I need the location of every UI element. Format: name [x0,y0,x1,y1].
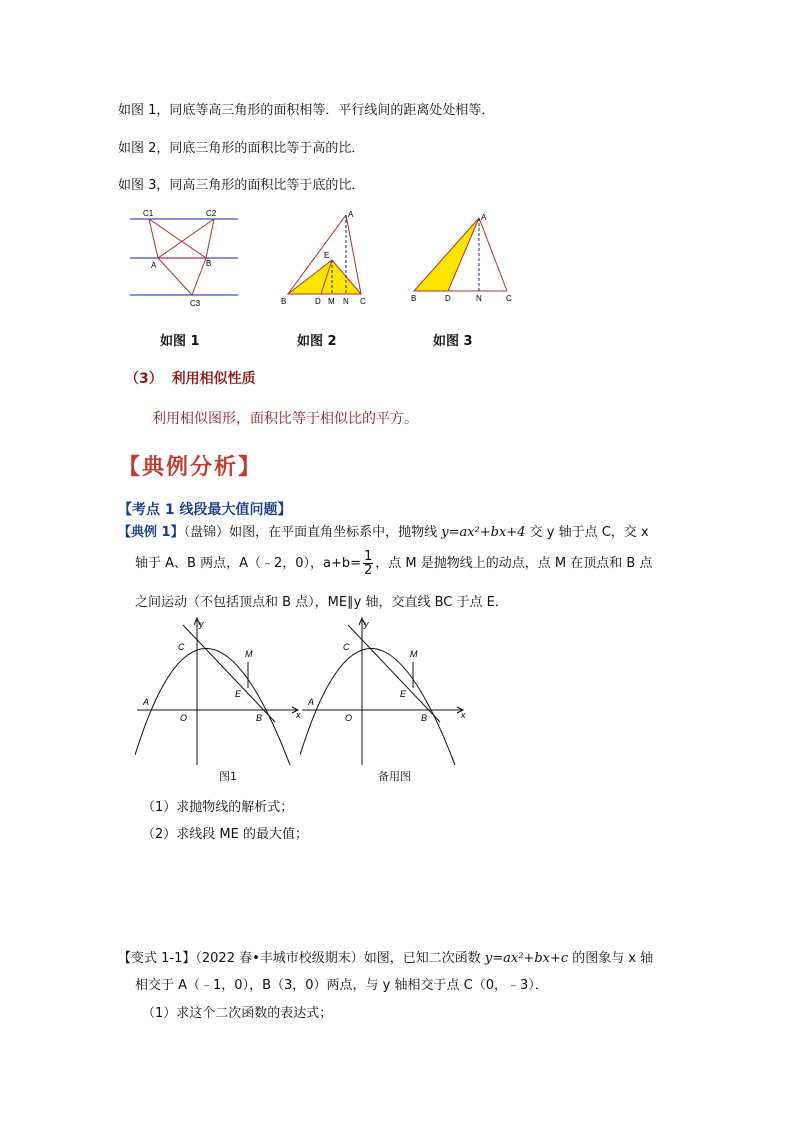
variant-line-1 [118,947,653,966]
graph-2-caption: 备用图 [378,770,411,783]
graph1-label-x: x [296,710,301,720]
analysis-title: 【典例分析】 [118,454,263,480]
fig3-label-n: N [476,294,482,303]
graph2-label-b: B [421,713,428,723]
example-1-question-2: （2）求线段 ME 的最大值； [142,827,308,842]
fig2-label-d: D [315,297,321,306]
fraction-numerator: 1 [364,549,373,564]
topic-1-heading: 【考点 1 线段最大值问题】 [118,502,292,518]
graph2-label-y: y [364,619,369,629]
section-3-text: 利用相似图形，面积比等于相似比的平方。 [152,411,418,427]
graph2-label-e: E [400,689,407,699]
example-1-text-1a: 如图，在平面直角坐标系中，抛物线 [229,525,442,540]
fig3-label-a: A [481,213,487,222]
graph1-label-e: E [235,689,242,699]
section-3-title: 利用相似性质 [171,371,256,387]
example-1-line-1 [118,521,649,540]
variant-source: （2022 春•丰城市校级期末） [195,951,364,966]
figure-3-caption: 如图 3 [433,334,473,349]
fig2-label-n: N [343,297,349,306]
intro-line-2: 如图 2，同底三角形的面积比等于高的比． [118,141,365,156]
figure-2-diagram [278,205,378,308]
fig2-label-e: E [324,251,330,260]
fig3-label-d: D [445,294,451,303]
example-1-prefix: 【典例 1】 [118,525,184,540]
section-3-heading [125,368,256,388]
parabola-graph-2 [300,615,475,765]
fig1-label-c2: C2 [206,209,217,218]
fraction-denominator: 2 [364,563,373,578]
variant-question-1: （1）求这个二次函数的表达式； [142,1006,333,1021]
fig3-label-c: C [506,294,512,303]
graph2-label-o: O [345,713,353,723]
variant-line-2: 相交于 A（﹣1，0），B（3，0）两点，与 y 轴相交于点 C（0，﹣3）． [135,978,548,993]
section-3-number: （3） [125,371,163,387]
fig1-label-b: B [206,259,212,268]
graph1-label-c: C [178,642,185,652]
fig2-label-m: M [328,297,335,306]
variant-prefix: 【变式 1-1】 [118,951,196,966]
fig1-label-c1: C1 [143,209,154,218]
fig1-label-c3: C3 [190,299,201,308]
graph2-label-a: A [308,697,315,707]
fig2-label-c: C [360,297,366,306]
variant-text-1b: 的图象与 x 轴 [568,951,654,966]
graph2-label-m: M [410,649,418,659]
example-1-line-2 [135,550,652,577]
fig2-label-a: A [348,210,354,219]
graph2-label-x: x [461,710,466,720]
figure-1-diagram [128,205,243,310]
parabola-graph-1 [135,615,310,765]
figure-3-diagram [405,205,520,308]
fraction-one-half [363,550,373,577]
graph1-label-m: M [245,649,253,659]
example-1-text-2b: ，点 M 是抛物线上的动点，点 M 在顶点和 B 点 [375,556,653,571]
variant-text-1a: 如图，已知二次函数 [363,951,485,966]
intro-line-3: 如图 3，同高三角形的面积比等于底的比． [118,178,365,193]
intro-line-1: 如图 1，同底等高三角形的面积相等．平行线间的距离处处相等． [118,103,495,118]
graph1-label-b: B [256,713,263,723]
graph2-label-c: C [343,642,350,652]
example-1-text-1b: 交 y 轴于点 C，交 x [525,525,649,540]
figure-2-caption: 如图 2 [297,334,337,349]
graph-1-caption: 图1 [219,770,237,783]
graph1-label-y: y [199,619,204,629]
fig1-label-a: A [151,261,157,270]
variant-formula: y=ax²+bx+c [484,951,569,966]
example-1-source: （盘锦） [183,525,230,540]
fig3-label-b: B [411,294,417,303]
fig2-label-b: B [281,297,287,306]
example-1-line-3: 之间运动（不包括顶点和 B 点），ME∥y 轴，交直线 BC 于点 E． [135,595,508,610]
graph1-label-o: O [180,713,188,723]
example-1-question-1: （1）求抛物线的解析式； [142,800,294,815]
example-1-text-2a: 轴于 A、B 两点，A（﹣2，0），a+b= [135,556,362,571]
example-1-formula: y=ax²+bx+4 [441,525,526,540]
figure-1-caption: 如图 1 [160,334,200,349]
graph1-label-a: A [143,697,150,707]
